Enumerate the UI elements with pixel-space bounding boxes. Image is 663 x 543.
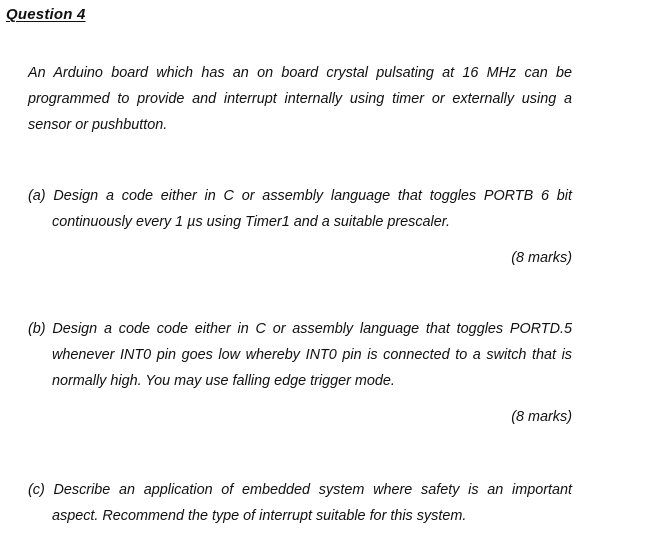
part-b [28, 316, 572, 394]
part-a-line: continuously every 1 µs using Timer1 and a suitable prescaler. [52, 214, 450, 230]
part-b-marks: (8 marks) [511, 409, 572, 425]
part-c [28, 477, 572, 529]
part-c-line: (c) Describe an application of embedded system where safety is an important [28, 482, 572, 498]
part-a-line: (a) Design a code either in C or assembly language that toggles PORTB 6 bit [28, 188, 572, 204]
part-b-line: normally high. You may use falling edge trigger mode. [52, 373, 395, 389]
question-intro [28, 60, 572, 138]
intro-line: An Arduino board which has an on board crystal pulsating at 16 MHz can be [28, 65, 572, 81]
part-a [28, 183, 572, 235]
part-b-line: (b) Design a code code either in C or assembly language that toggles PORTD.5 [28, 321, 572, 337]
part-a-marks: (8 marks) [511, 250, 572, 266]
question-heading: Question 4 [6, 6, 86, 23]
part-b-line: whenever INT0 pin goes low whereby INT0 pin is connected to a switch that is [52, 347, 572, 363]
part-c-line: aspect. Recommend the type of interrupt suitable for this system. [52, 508, 467, 524]
intro-line: sensor or pushbutton. [28, 117, 168, 133]
intro-line: programmed to provide and interrupt internally using timer or externally using a [28, 91, 572, 107]
